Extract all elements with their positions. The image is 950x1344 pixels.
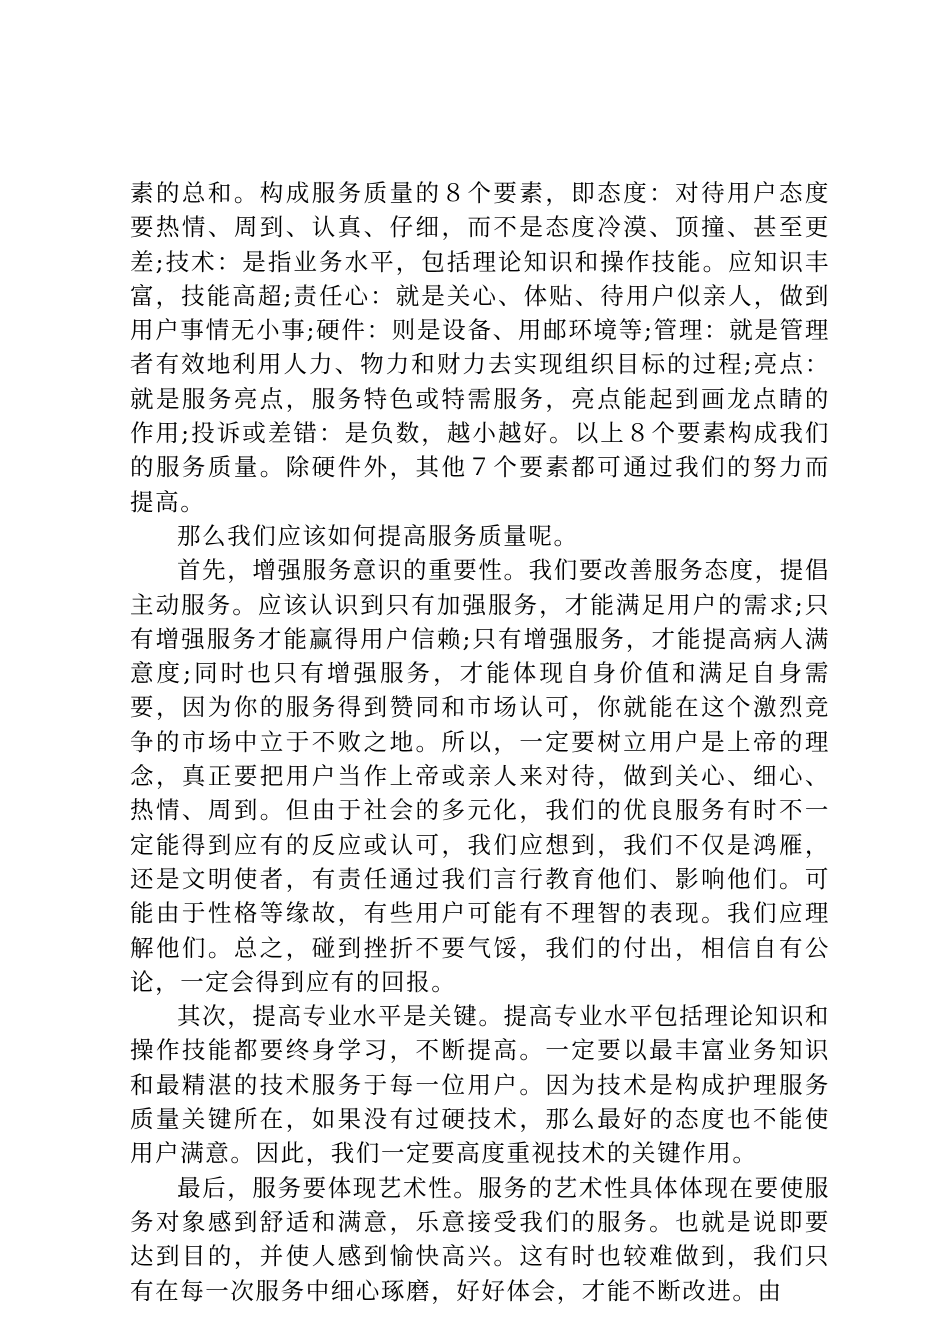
paragraph-quality-elements: 素的总和。构成服务质量的８个要素，即态度：对待用户态度要热情、周到、认真、仔细，而不是态度冷漠、顶撞、甚至更差;技术：是指业务水平，包括理论知识和操作技能。应知识丰富，技能高超;责任心：就是关心、体贴、待用户似亲人，做到用户事情无小事;硬件：则是设备、用邮环境等;管理：就是管理者有效地利用人力、物力和财力去实现组织目标的过程;亮点：就是服务亮点，服务特色或特需服务，亮点能起到画龙点睛的作用;投诉或差错：是负数，越小越好。以上８个要素构成我们的服务质量。除硬件外，其他７个要素都可通过我们的努力而提高。 [130, 179, 830, 516]
paragraph-last-service-artistry: 最后，服务要体现艺术性。服务的艺术性具体体现在要使服务对象感到舒适和满意，乐意接受我们的服务。也就是说即要达到目的，并使人感到愉快高兴。这有时也较难做到，我们只有在每一次服务中细心琢磨，好好体会，才能不断改进。由 [130, 1173, 830, 1305]
paragraph-how-to-improve: 那么我们应该如何提高服务质量呢。 [177, 521, 579, 550]
paragraph-second-professional-level: 其次，提高专业水平是关键。提高专业水平包括理论知识和操作技能都要终身学习，不断提高。一定要以最丰富业务知识和最精湛的技术服务于每一位用户。因为技术是构成护理服务质量关键所在，如果没有过硬技术，那么最好的态度也不能使用户满意。因此，我们一定要高度重视技术的关键作用。 [130, 1002, 830, 1168]
document-body [130, 176, 830, 1308]
paragraph-first-service-awareness: 首先，增强服务意识的重要性。我们要改善服务态度，提倡主动服务。应该认识到只有加强服务，才能满足用户的需求;只有增强服务才能赢得用户信赖;只有增强服务，才能提高病人满意度;同时也只有增强服务，才能体现自身价值和满足自身需要，因为你的服务得到赞同和市场认可，你就能在这个激烈竞争的市场中立于不败之地。所以，一定要树立用户是上帝的理念，真正要把用户当作上帝或亲人来对待，做到关心、细心、热情、周到。但由于社会的多元化，我们的优良服务有时不一定能得到应有的反应或认可，我们应想到，我们不仅是鸿雁，还是文明使者，有责任通过我们言行教育他们、影响他们。可能由于性格等缘故，有些用户可能有不理智的表现。我们应理解他们。总之，碰到挫折不要气馁，我们的付出，相信自有公论，一定会得到应有的回报。 [130, 556, 830, 996]
